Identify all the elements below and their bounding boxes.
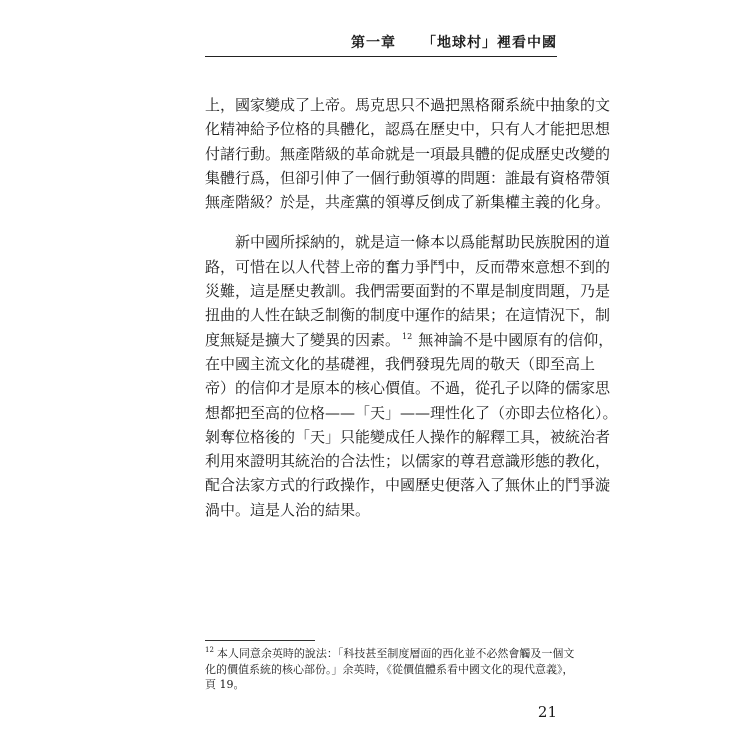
footnote-line: 頁 19。 xyxy=(205,678,245,691)
text-line: 路，可惜在以人代替上帝的奮力爭鬥中，反而帶來意想不到的 xyxy=(205,257,611,276)
text-line: 利用來證明其統治的合法性；以儒家的尊君意識形態的教化， xyxy=(205,452,611,471)
chapter-label: 第一章 xyxy=(351,35,396,51)
header-rule xyxy=(205,56,557,57)
text-line-with-note xyxy=(205,328,614,352)
footnote-line xyxy=(205,646,575,662)
footnote-line: 化的價值系統的核心部份。」余英時，《從價值體系看中國文化的現代意義》， xyxy=(205,662,574,676)
text-line: 在中國主流文化的基礎裡，我們發現先周的敬天（即至高上 xyxy=(205,354,596,373)
text-line: 帝）的信仰才是原本的核心價值。不過，從孔子以降的儒家思 xyxy=(205,379,611,398)
text-line: 災難，這是歷史教訓。我們需要面對的不單是制度問題，乃是 xyxy=(205,282,611,301)
text-line: 配合法家方式的行政操作，中國歷史便落入了無休止的鬥爭漩 xyxy=(205,476,611,495)
text-fragment: 度無疑是擴大了變異的因素。 xyxy=(205,330,401,349)
text-line: 上，國家變成了上帝。馬克思只不過把黑格爾系統中抽象的文 xyxy=(205,96,611,114)
footnote-number: 12 xyxy=(205,646,214,655)
footnote xyxy=(205,646,575,693)
paragraph-1 xyxy=(205,93,611,214)
text-line: 剝奪位格後的「天」只能變成任人操作的解釋工具，被統治者 xyxy=(205,427,611,446)
paragraph-2 xyxy=(205,230,618,522)
text-line: 渦中。這是人治的結果。 xyxy=(205,500,371,519)
text-line: 扭曲的人性在缺乏制衡的制度中運作的結果；在這情況下，制 xyxy=(205,306,611,325)
text-line: 集體行爲，但卻引伸了一個行動領導的問題：誰最有資格帶領 xyxy=(205,168,611,187)
text-line: 新中國所採納的，就是這一條本以爲能幫助民族脫困的道 xyxy=(205,233,611,252)
footnote-rule xyxy=(205,640,315,641)
chapter-title: 「地球村」裡看中國 xyxy=(422,35,557,51)
footnote-text: 本人同意余英時的說法：「科技甚至制度層面的西化並不必然會觸及一個文 xyxy=(216,647,575,660)
text-fragment: 無神論不是中國原有的信仰， xyxy=(418,330,614,349)
footnote-reference[interactable]: 12 xyxy=(402,331,413,341)
text-line: 想都把至高的位格——「天」——理性化了（亦即去位格化）。 xyxy=(205,403,618,422)
text-line: 化精神給予位格的具體化，認爲在歷史中，只有人才能把思想 xyxy=(205,120,611,139)
running-head xyxy=(205,32,557,52)
page-number: 21 xyxy=(537,703,557,721)
text-line: 付諸行動。無產階級的革命就是一項最具體的促成歷史改變的 xyxy=(205,144,611,163)
text-line: 無產階級？於是，共產黨的領導反倒成了新集權主義的化身。 xyxy=(205,193,611,212)
body-text xyxy=(205,93,618,522)
